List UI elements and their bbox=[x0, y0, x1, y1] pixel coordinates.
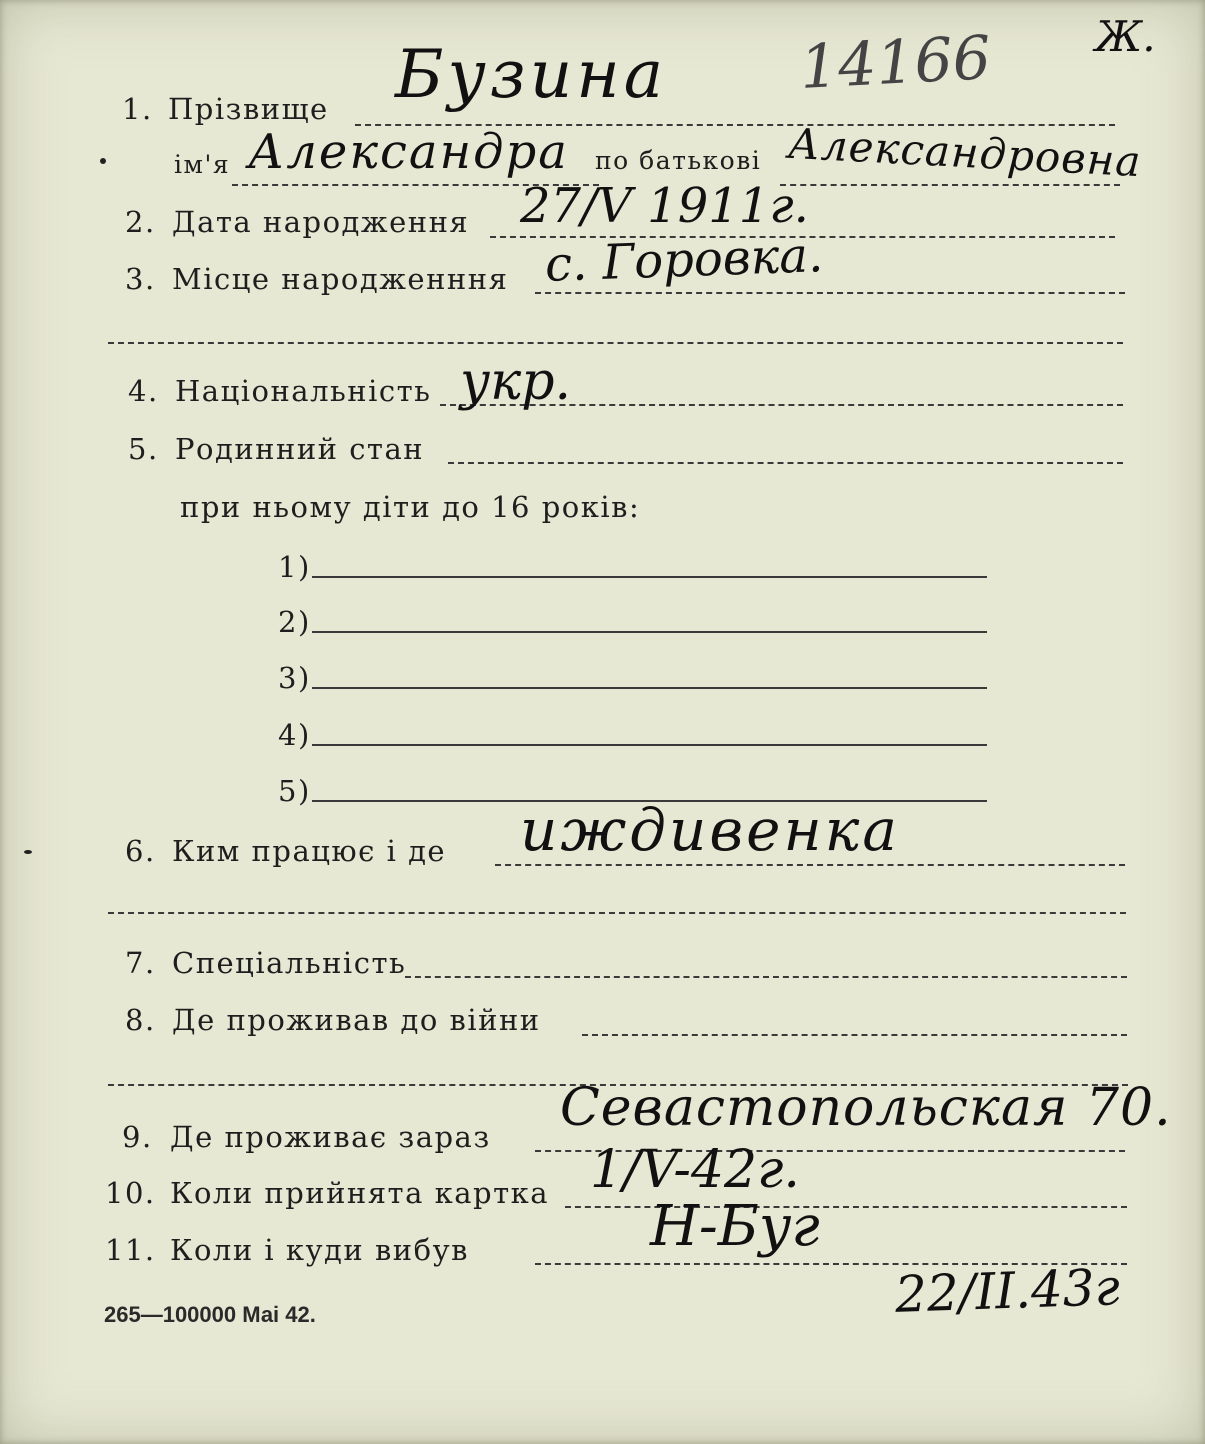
field-number-10: 10. bbox=[105, 1176, 156, 1210]
field-number-1: 1. bbox=[122, 92, 153, 126]
occupation-value: иждивенка bbox=[520, 796, 900, 864]
birth-date-value: 27/V 1911г. bbox=[520, 178, 809, 234]
card-accepted-label: Коли прийнята картка bbox=[170, 1176, 550, 1210]
children-label: при ньому діти до 16 років: bbox=[180, 490, 641, 524]
birth-place-label: Місце народженння bbox=[172, 262, 509, 296]
occupation-line-2 bbox=[108, 912, 1126, 914]
specialty-label: Спеціальність bbox=[172, 946, 407, 980]
card-number: 14166 bbox=[798, 23, 993, 103]
field-number-3: 3. bbox=[125, 262, 156, 296]
child-slot-5: 5) bbox=[278, 774, 311, 808]
child-slot-1: 1) bbox=[278, 550, 311, 584]
print-code: 265—100000 Маі 42. bbox=[104, 1302, 316, 1327]
field-number-8: 8. bbox=[125, 1003, 156, 1037]
prewar-address-line bbox=[582, 1034, 1127, 1036]
field-number-5: 5. bbox=[128, 432, 159, 466]
birth-place-line bbox=[535, 292, 1125, 294]
first-name-label: ім'я bbox=[174, 150, 231, 179]
field-number-11: 11. bbox=[105, 1233, 156, 1267]
marital-status-label: Родинний стан bbox=[175, 432, 425, 466]
field-number-6: 6. bbox=[125, 834, 156, 868]
surname-value: Бузина bbox=[395, 36, 668, 113]
occupation-line bbox=[495, 864, 1125, 866]
birth-date-label: Дата народження bbox=[172, 205, 470, 239]
occupation-label: Ким працює і де bbox=[172, 834, 447, 868]
field-number-4: 4. bbox=[128, 374, 159, 408]
child-slot-3: 3) bbox=[278, 661, 311, 695]
specialty-line bbox=[405, 976, 1127, 978]
current-address-label: Де проживає зараз bbox=[170, 1120, 491, 1154]
departure-date-value: 22/II.43г bbox=[894, 1258, 1121, 1324]
ink-dot bbox=[24, 850, 32, 854]
child-line-3 bbox=[312, 687, 987, 689]
birth-place-line-2 bbox=[108, 342, 1123, 344]
child-slot-4: 4) bbox=[278, 718, 311, 752]
birth-place-value: с. Горовка. bbox=[544, 227, 825, 293]
surname-label: Прізвище bbox=[168, 92, 329, 126]
child-line-1 bbox=[312, 576, 987, 578]
current-address-value: Севастопольская 70. bbox=[560, 1078, 1172, 1138]
child-slot-2: 2) bbox=[278, 605, 311, 639]
nationality-value: укр. bbox=[460, 352, 572, 412]
corner-mark: Ж. bbox=[1095, 12, 1156, 61]
departure-place-value: Н-Буг bbox=[650, 1194, 820, 1259]
child-line-2 bbox=[312, 631, 987, 633]
field-number-9: 9. bbox=[122, 1120, 153, 1154]
marital-status-line bbox=[448, 462, 1123, 464]
patronymic-line bbox=[780, 184, 1120, 186]
prewar-address-label: Де проживав до війни bbox=[172, 1003, 541, 1037]
card-accepted-value: 1/V-42г. bbox=[590, 1140, 800, 1200]
ink-dot bbox=[100, 158, 106, 164]
departure-label: Коли і куди вибув bbox=[170, 1233, 469, 1267]
nationality-label: Національність bbox=[175, 374, 432, 408]
field-number-7: 7. bbox=[125, 946, 156, 980]
first-name-value: Александра bbox=[248, 124, 569, 180]
child-line-4 bbox=[312, 744, 987, 746]
patronymic-label: по батькові bbox=[595, 146, 762, 175]
patronymic-value: Александровна bbox=[786, 118, 1143, 187]
field-number-2: 2. bbox=[125, 205, 156, 239]
